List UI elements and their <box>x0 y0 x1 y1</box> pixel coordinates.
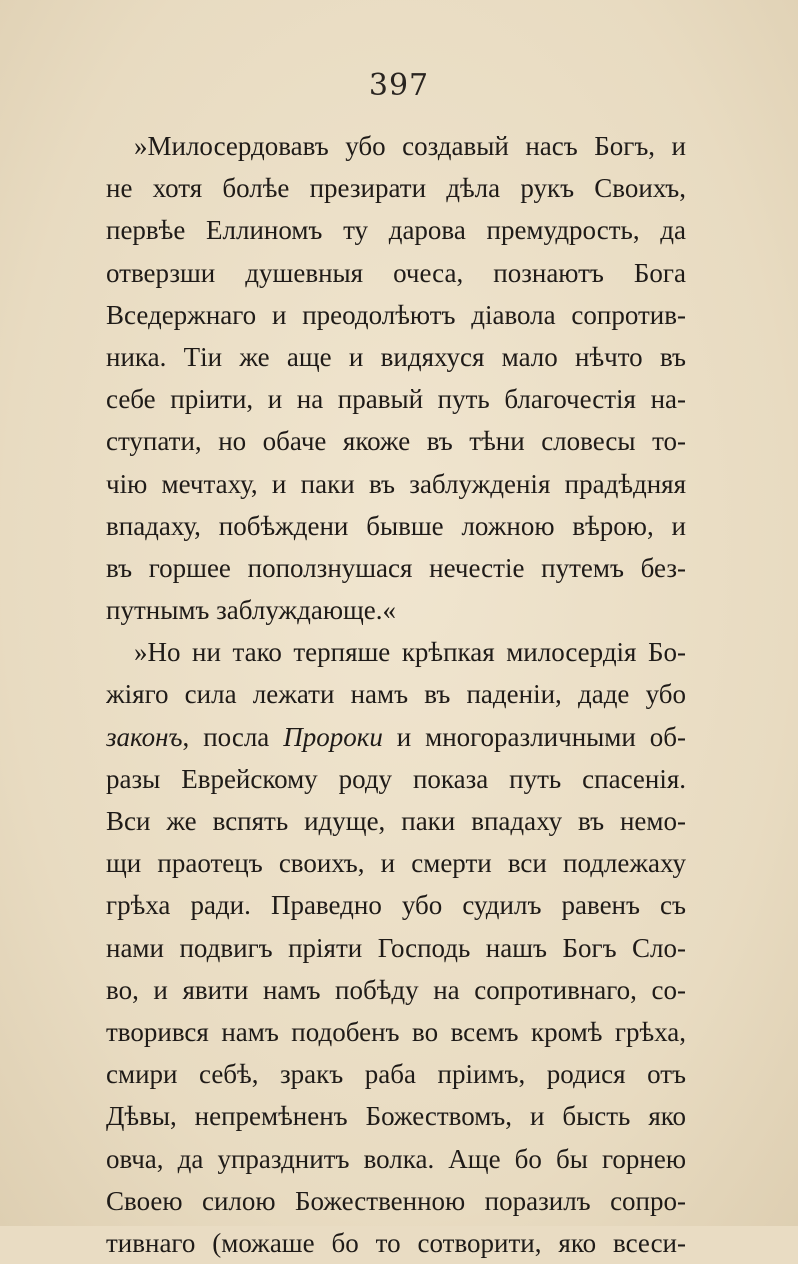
text-line: Дѣвы, непремѣненъ Божествомъ, и бысть яко <box>106 1101 686 1132</box>
text-line: первѣе Еллиномъ ту дарова премудрость, да <box>106 215 686 246</box>
text-line: жіяго сила лежати намъ въ паденіи, даде убо <box>106 679 686 710</box>
text-line: Вси же вспять идуще, паки впадаху въ немо- <box>106 806 686 836</box>
text-line: впадаху, побѣждени бывше ложною вѣрою, и <box>106 510 686 541</box>
text-line: щи праотецъ своихъ, и смерти вси подлежаху <box>106 848 686 879</box>
text-line: путнымъ заблуждающе.« <box>106 595 397 626</box>
italic-word-proroki: Пророки <box>283 721 383 752</box>
page-number: 397 <box>368 68 430 103</box>
text-line: ступати, но обаче якоже въ тѣни словесы то- <box>106 426 686 457</box>
text-line: »Милосердовавъ убо создавый насъ Богъ, и <box>134 131 686 161</box>
text-line: чію мечтаху, и паки въ заблужденія прадѣдняя <box>106 468 686 499</box>
text-line: отверзши душевныя очеса, познаютъ Бога <box>106 257 686 288</box>
text-line: грѣха ради. Праведно убо судилъ равенъ съ <box>106 890 686 921</box>
text-block <box>106 125 686 1264</box>
text-line: въ горшее поползнушася нечестіе путемъ без- <box>106 552 686 583</box>
text-fragment: , посла <box>182 721 284 752</box>
text-line: »Но ни тако терпяше крѣпкая милосердія Бо- <box>134 637 686 668</box>
text-line: тивнаго (можаше бо то сотворити, яко всеси- <box>106 1227 686 1258</box>
text-line: не хотя болѣе презирати дѣла рукъ Своихъ, <box>106 173 686 204</box>
text-line: нами подвигъ пріяти Господь нашъ Богъ Сло- <box>106 932 686 963</box>
text-fragment: и многоразличными об- <box>382 721 686 752</box>
text-line: творився намъ подобенъ во всемъ кромѣ грѣха, <box>106 1016 686 1047</box>
text-line-mixed <box>106 716 686 758</box>
text-line: себе пріити, и на правый путь благочестія на- <box>106 384 686 415</box>
text-line: смири себѣ, зракъ раба пріимъ, родися отъ <box>106 1059 686 1090</box>
text-line: разы Еврейскому роду показа путь спасенія. <box>106 763 686 794</box>
italic-word-zakon: законъ <box>106 721 183 752</box>
text-line: Своею силою Божественною поразилъ сопро- <box>106 1185 686 1216</box>
text-line: ника. Тіи же аще и видяхуся мало нѣчто въ <box>106 341 686 372</box>
text-line: овча, да упразднитъ волка. Аще бо бы горнею <box>106 1143 686 1174</box>
text-line: во, и явити намъ побѣду на сопротивнаго, со- <box>106 974 686 1005</box>
text-line: Вседержнаго и преодолѣютъ діавола сопротив- <box>106 299 686 330</box>
